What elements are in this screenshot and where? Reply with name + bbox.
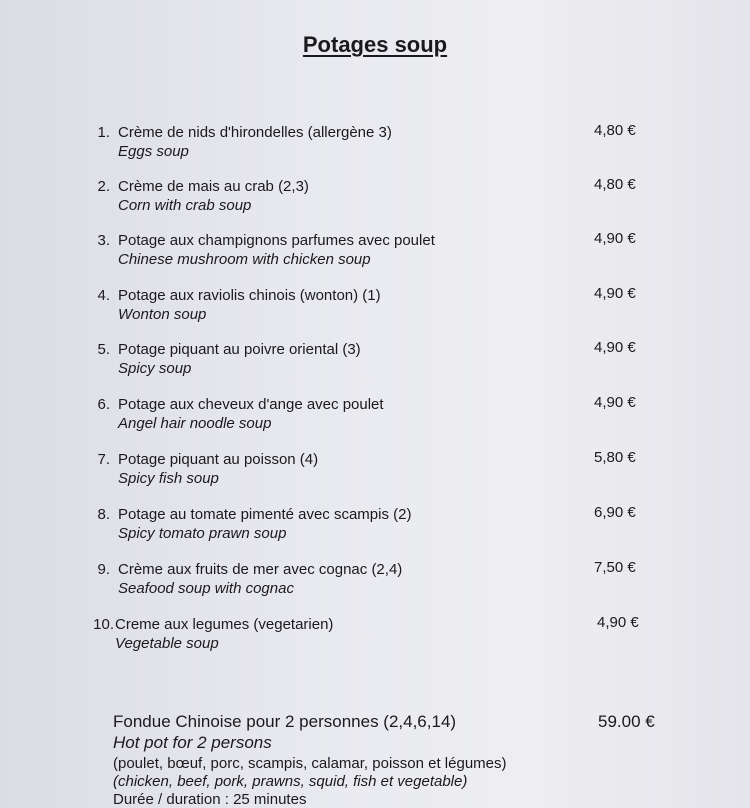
- item-price: 4,90 €: [594, 394, 636, 411]
- item-price: 4,80 €: [594, 176, 636, 193]
- menu-item: [0, 178, 750, 222]
- item-number: 6.: [97, 396, 110, 413]
- item-price: 7,50 €: [594, 559, 636, 576]
- item-name-en: Spicy soup: [118, 360, 192, 377]
- item-name-fr: Creme aux legumes (vegetarien): [115, 616, 334, 633]
- item-name-fr: Potage au tomate pimenté avec scampis (2): [118, 506, 412, 523]
- item-name-fr: Crème aux fruits de mer avec cognac (2,4): [118, 561, 403, 578]
- item-number: 1.: [97, 124, 110, 141]
- item-name-fr: Potage aux champignons parfumes avec poulet: [118, 232, 435, 249]
- menu-item: [0, 451, 750, 495]
- item-name-fr: Potage piquant au poivre oriental (3): [118, 341, 361, 358]
- item-number: 4.: [97, 287, 110, 304]
- item-name-en: Spicy tomato prawn soup: [118, 525, 287, 542]
- menu-item: [0, 396, 750, 440]
- item-name-en: Wonton soup: [118, 306, 207, 323]
- item-number: 3.: [97, 232, 110, 249]
- item-name-fr: Potage piquant au poisson (4): [118, 451, 319, 468]
- item-name-en: Vegetable soup: [115, 635, 219, 652]
- fondue-duration: Durée / duration : 25 minutes: [113, 791, 307, 808]
- menu-item: [0, 341, 750, 385]
- menu-item: [0, 561, 750, 605]
- item-name-fr: Crème de nids d'hirondelles (allergène 3): [118, 124, 392, 141]
- item-number: 7.: [97, 451, 110, 468]
- menu-item: [0, 506, 750, 550]
- item-price: 5,80 €: [594, 449, 636, 466]
- item-number: 2.: [97, 178, 110, 195]
- menu-item: [0, 616, 750, 660]
- item-price: 4,90 €: [594, 339, 636, 356]
- menu-item: [0, 124, 750, 168]
- item-name-en: Corn with crab soup: [118, 197, 252, 214]
- item-name-en: Seafood soup with cognac: [118, 580, 294, 597]
- item-name-fr: Crème de mais au crab (2,3): [118, 178, 309, 195]
- item-price: 4,90 €: [594, 230, 636, 247]
- item-name-en: Angel hair noodle soup: [118, 415, 272, 432]
- fondue-name-en: Hot pot for 2 persons: [113, 733, 272, 752]
- item-name-en: Eggs soup: [118, 143, 189, 160]
- item-price: 4,90 €: [594, 285, 636, 302]
- item-name-en: Spicy fish soup: [118, 470, 219, 487]
- page-title: Potages soup: [302, 32, 448, 57]
- item-number: 5.: [97, 341, 110, 358]
- item-name-fr: Potage aux cheveux d'ange avec poulet: [118, 396, 384, 413]
- menu-item: [0, 287, 750, 331]
- fondue-price: 59.00 €: [598, 712, 655, 731]
- fondue-contents-fr: (poulet, bœuf, porc, scampis, calamar, poisson et légumes): [113, 755, 507, 772]
- fondue-title: Fondue Chinoise pour 2 personnes (2,4,6,14): [113, 712, 457, 731]
- item-number: 8.: [97, 506, 110, 523]
- menu-item: [0, 232, 750, 276]
- item-price: 4,90 €: [597, 614, 639, 631]
- fondue-contents-en: (chicken, beef, pork, prawns, squid, fish et vegetable): [113, 773, 468, 790]
- item-number: 9.: [97, 561, 110, 578]
- item-name-en: Chinese mushroom with chicken soup: [118, 251, 371, 268]
- item-price: 4,80 €: [594, 122, 636, 139]
- item-price: 6,90 €: [594, 504, 636, 521]
- item-name-fr: Potage aux raviolis chinois (wonton) (1): [118, 287, 381, 304]
- item-number: 10.: [93, 616, 114, 633]
